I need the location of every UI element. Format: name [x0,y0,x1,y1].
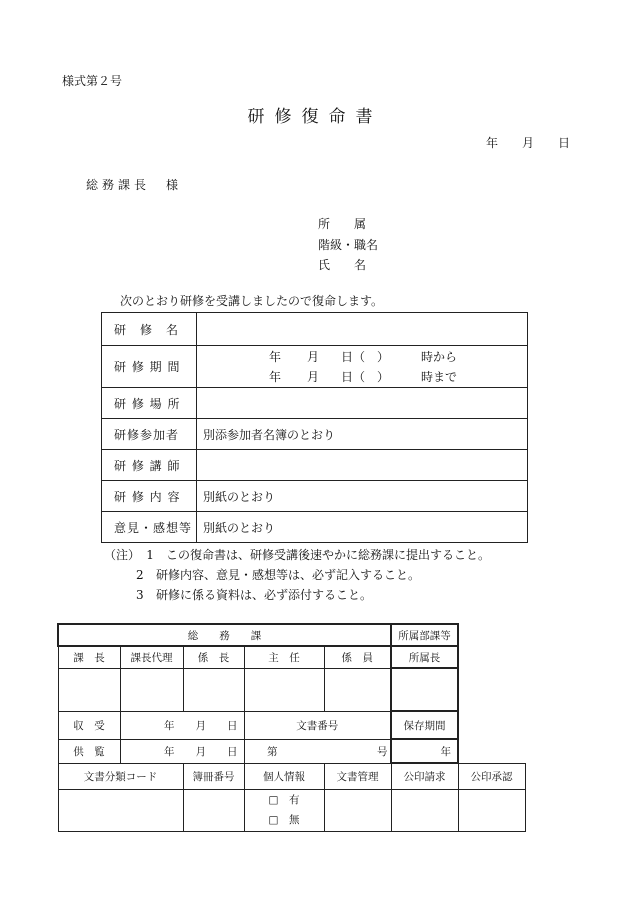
soumu-header: 総 務 課 [58,624,391,646]
admin-processing-table [57,623,526,832]
stamp-box-shozokucho[interactable] [391,668,458,711]
affiliation-label: 所 属 [318,217,367,231]
training-period-label: 研 修 期 間 [102,346,197,388]
shozoku-header: 所属部課等 [391,624,458,646]
note-text: 研修に係る資料は、必ず添付すること。 [156,588,373,602]
doc-number-label: 文書番号 [244,711,391,739]
doc-classification-field[interactable] [58,789,183,831]
note-item-3 [136,586,372,603]
inspection-date[interactable]: 年 月 日 [120,739,244,763]
sender-name-row [318,256,388,273]
personal-info-header: 個人情報 [244,763,324,789]
date-line: 年 月 日 [486,136,571,150]
doc-management-header: 文書管理 [324,763,391,789]
retention-label: 保存期間 [391,711,458,739]
stamp-box-kacho-dairi[interactable] [120,668,183,711]
period-end-day: 日（ ） [341,369,390,384]
seal-request-field[interactable] [391,789,458,831]
stamp-box-kakariin[interactable] [324,668,391,711]
note-item-2 [136,566,420,583]
doc-management-field[interactable] [324,789,391,831]
personal-info-yes-checkbox[interactable]: □ 有 [268,794,300,806]
note-number: 3 [136,588,144,602]
name-label: 氏 名 [318,258,367,272]
period-start-month: 月 [307,349,320,364]
sender-affiliation-row [318,215,388,232]
lecturer-field[interactable] [197,450,528,481]
ledger-number-header: 簿冊番号 [183,763,244,789]
period-end-month: 月 [307,369,320,384]
training-location-label: 研 修 場 所 [102,388,197,419]
col-kakaricho: 係 長 [183,646,244,668]
received-label: 収 受 [58,711,120,739]
doc-number-field[interactable] [244,739,391,763]
personal-info-field [244,789,324,831]
note-text: 研修内容、意見・感想等は、必ず記入すること。 [156,568,421,582]
doc-number-suffix: 号 [377,745,388,758]
note-number: 1 [146,548,154,562]
col-kacho-dairi: 課長代理 [120,646,183,668]
col-kacho: 課 長 [58,646,120,668]
period-start-year: 年 [269,349,282,364]
notes-prefix: （注） [104,548,141,562]
training-name-label: 研 修 名 [102,313,197,346]
period-start-suffix: 時から [421,349,458,364]
intro-text: 次のとおり研修を受講しましたので復命します。 [120,294,384,308]
note-item-1 [104,546,490,563]
document-title: 研修復命書 [247,107,383,127]
doc-number-prefix: 第 [267,745,278,758]
content-label: 研 修 内 容 [102,481,197,512]
received-date[interactable]: 年 月 日 [120,711,244,739]
opinion-field[interactable]: 別紙のとおり [197,512,528,543]
note-number: 2 [136,568,144,582]
participants-field[interactable]: 別添参加者名簿のとおり [197,419,528,450]
ledger-number-field[interactable] [183,789,244,831]
seal-request-header: 公印請求 [391,763,458,789]
stamp-box-kacho[interactable] [58,668,120,711]
retention-field[interactable]: 年 [391,739,458,763]
inspection-label: 供 覧 [58,739,120,763]
col-shozokucho: 所属長 [391,646,458,668]
period-start-day: 日（ ） [341,349,390,364]
period-end-suffix: 時まで [421,369,458,384]
doc-classification-header: 文書分類コード [58,763,183,789]
training-report-table [101,312,528,543]
stamp-box-kakaricho[interactable] [183,668,244,711]
form-number: 様式第２号 [62,74,123,88]
seal-approval-field[interactable] [458,789,525,831]
addressee: 総務課長 様 [86,178,183,192]
stamp-box-shunin[interactable] [244,668,324,711]
period-start-line [269,347,527,367]
content-field[interactable]: 別紙のとおり [197,481,528,512]
lecturer-label: 研 修 講 師 [102,450,197,481]
col-shunin: 主 任 [244,646,324,668]
col-kakariin: 係 員 [324,646,391,668]
training-name-field[interactable] [197,313,528,346]
period-end-line [269,367,527,387]
sender-rank-row [318,236,388,253]
participants-label: 研修参加者 [102,419,197,450]
note-text: この復命書は、研修受講後速やかに総務課に提出すること。 [166,548,491,562]
seal-approval-header: 公印承認 [458,763,525,789]
training-period-field[interactable] [197,346,528,388]
rank-label: 階級・職名 [318,238,379,252]
opinion-label: 意見・感想等 [102,512,197,543]
training-location-field[interactable] [197,388,528,419]
period-end-year: 年 [269,369,282,384]
personal-info-no-checkbox[interactable]: □ 無 [268,814,300,826]
